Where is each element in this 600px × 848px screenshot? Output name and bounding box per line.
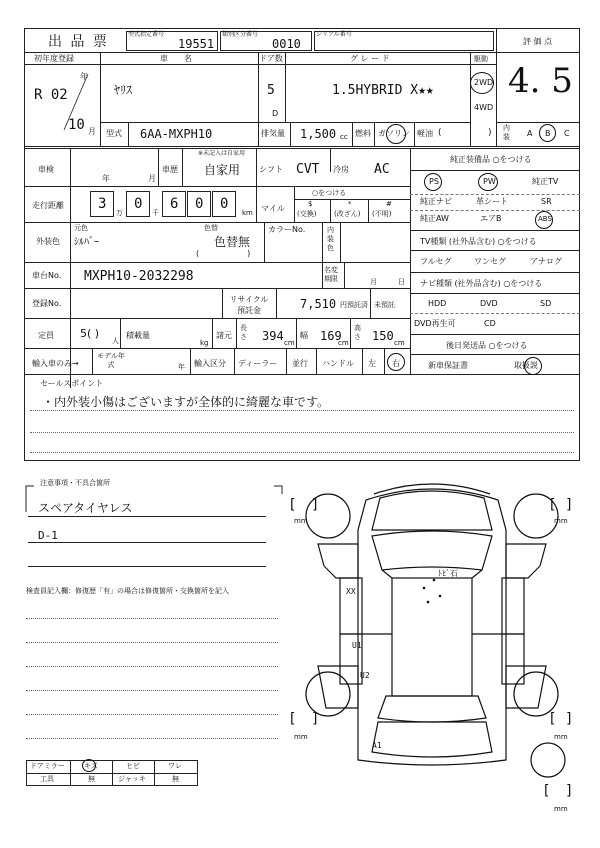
equip-abs-circle xyxy=(535,211,553,229)
width-cm: cm xyxy=(338,339,349,347)
first-reg-label: 初年度登録 xyxy=(34,54,74,63)
model-label: 型式 xyxy=(106,129,122,138)
mileage-label: 走行距離 xyxy=(32,201,64,210)
equip-airbag: エアB xyxy=(480,214,502,223)
opt2-label: (改ざん) xyxy=(334,210,361,218)
tire-rear-left xyxy=(306,672,350,716)
notes-line-2: D-1 xyxy=(38,529,58,542)
mirror-scratch: キズ xyxy=(84,762,98,770)
spare-tire xyxy=(531,743,565,777)
name-change-month: 月 xyxy=(370,278,377,286)
bracket-fl-l: [ xyxy=(290,497,296,513)
r4-v2 xyxy=(294,186,295,222)
r8-v4 xyxy=(296,318,297,348)
tv-fullseg: フルセグ xyxy=(420,257,452,266)
color-change-label: 色替 xyxy=(204,224,218,232)
roof xyxy=(392,578,472,696)
mileage-digit-2: 0 xyxy=(134,196,143,212)
navi-dvd: DVD xyxy=(480,299,498,308)
year-unit: 年 xyxy=(80,72,88,81)
hood-outline xyxy=(372,491,492,530)
handle-left: 左 xyxy=(368,359,376,368)
mileage-unit-sen: 千 xyxy=(152,209,159,217)
insp-line3 xyxy=(26,666,278,667)
history-label: 車歴 xyxy=(162,165,178,174)
bt-v3 xyxy=(154,760,155,786)
damage-u2: U2 xyxy=(360,671,370,680)
month-unit: 月 xyxy=(88,127,96,136)
row1-v1 xyxy=(100,52,101,146)
equip-pw-circle xyxy=(478,173,498,191)
original-color-label: 元色 xyxy=(74,224,88,232)
fender-left xyxy=(318,544,358,578)
right-rear-door xyxy=(502,634,524,684)
fender-right xyxy=(506,544,546,578)
r4-v1 xyxy=(256,186,257,222)
recycle-amount: 7,510 xyxy=(300,297,337,311)
mirror-label: ドアミラー xyxy=(30,762,65,770)
import-label: 輸入車のみ→ xyxy=(32,359,79,368)
width-value: 169 xyxy=(320,329,342,343)
fuel-value: ガソリン xyxy=(378,129,410,138)
eq-line3 xyxy=(410,250,580,251)
interior-c: C xyxy=(564,129,570,138)
mm-rear-right: mm xyxy=(554,733,568,741)
bracket-fr-l: [ xyxy=(550,497,556,513)
r6-v1 xyxy=(322,262,323,288)
r5-v1 xyxy=(264,222,265,262)
equip-ps-circle xyxy=(424,173,442,191)
grade-label: グ レ ー ド xyxy=(350,54,390,63)
tv-title: TV種類 (社外品含む) ○をつける xyxy=(420,237,537,246)
load-kg: kg xyxy=(200,339,209,347)
reg-no-label: 登録No. xyxy=(32,299,62,308)
windshield xyxy=(372,531,492,570)
capacity-label: 定員 xyxy=(38,331,54,340)
chassis-value: MXPH10-2032298 xyxy=(84,269,194,284)
light-oil-label: 軽油 xyxy=(417,129,433,138)
insp-line2 xyxy=(26,642,278,643)
reg-month: 10 xyxy=(68,117,85,133)
interior-label: 内装 xyxy=(503,124,510,141)
original-color-value: ｼﾙﾊﾞｰ xyxy=(74,237,99,248)
drive-label: 駆動 xyxy=(474,55,488,63)
equip-abs: ABS xyxy=(538,215,552,223)
spec-label: 諸元 xyxy=(216,331,232,340)
row2-score-line xyxy=(496,122,580,123)
damage-xx: XX xyxy=(346,587,356,596)
r8-v3 xyxy=(236,318,237,348)
bracket-sp-r: ] xyxy=(566,783,572,799)
later-title: 後日発送品 ○をつける xyxy=(446,341,528,350)
equip-aw: 純正AW xyxy=(420,214,449,223)
bracket-fl-r: ] xyxy=(312,497,318,513)
bracket-rl-l: [ xyxy=(290,711,296,727)
length-label: 長さ xyxy=(240,324,247,341)
model-designation-label: 型式指定番号 xyxy=(128,31,165,38)
r4-v3 xyxy=(330,199,331,222)
notes-underline-1 xyxy=(28,516,266,517)
r8-bottom xyxy=(24,348,410,349)
equip-sr: SR xyxy=(541,197,552,206)
inspection-year: 年 xyxy=(102,174,110,183)
opt2-symbol: * xyxy=(348,200,352,208)
tv-analog: アナログ xyxy=(530,257,562,266)
history-note: ※未記入は自家用 xyxy=(198,150,246,157)
later-warranty: 新車保証書 xyxy=(428,361,468,370)
bracket-rr-r: ] xyxy=(566,711,572,727)
r3-bottom xyxy=(24,186,410,187)
row2-v1 xyxy=(128,122,129,146)
mm-spare: mm xyxy=(554,805,568,813)
mm-rear-left: mm xyxy=(294,733,308,741)
eq-dash1 xyxy=(410,194,580,195)
mile-label: マイル xyxy=(261,204,285,213)
color-no-label: カラーNo. xyxy=(268,225,306,234)
height-value: 150 xyxy=(372,329,394,343)
color-paren: ( ) xyxy=(196,249,251,258)
car-name-label: 車 名 xyxy=(160,54,192,63)
equip-pw: PW xyxy=(483,177,496,186)
bracket-rr-l: [ xyxy=(550,711,556,727)
r9-bottom xyxy=(24,374,580,375)
navi-hdd: HDD xyxy=(428,299,447,308)
notes-label: 注意事項・不具合箇所 xyxy=(40,479,110,487)
exterior-color-label: 外装色 xyxy=(36,237,60,246)
serial-label: シリアル番号 xyxy=(316,31,352,38)
r9-v2 xyxy=(190,348,191,374)
score-header-line xyxy=(496,52,580,53)
r9-v3 xyxy=(234,348,235,374)
sales-line1 xyxy=(30,410,574,411)
mileage-digit-4: 0 xyxy=(195,196,204,212)
mark-note: ○をつける xyxy=(312,189,347,197)
insp-line1 xyxy=(26,618,278,619)
bt-v2 xyxy=(112,760,113,786)
mm-front-left: mm xyxy=(294,517,308,525)
equip-leather: 革シート xyxy=(476,197,508,206)
equip-tv: 純正TV xyxy=(532,177,559,186)
row2-bottom-b xyxy=(24,148,580,149)
r9-v1 xyxy=(92,348,93,374)
eq-dash3 xyxy=(410,313,580,314)
history-value: 自家用 xyxy=(204,163,241,177)
shift-value: CVT xyxy=(296,162,320,177)
ac-value: AC xyxy=(374,162,390,177)
r4-bottom xyxy=(24,222,410,223)
row2-v6 xyxy=(414,122,415,146)
category-label: 類別区分番号 xyxy=(222,31,259,38)
paren-open: ( xyxy=(438,128,442,138)
mirror-crack: ヒビ xyxy=(126,762,140,770)
score-label: 評 価 点 xyxy=(523,37,553,46)
capacity-person: 人 xyxy=(112,337,119,345)
interior-b: B xyxy=(545,129,551,138)
eq-line1 xyxy=(410,170,580,171)
model-value: 6AA-MXPH10 xyxy=(140,127,213,141)
right-front-door xyxy=(502,578,524,634)
cc-unit: cc xyxy=(340,133,348,141)
r9-v4 xyxy=(286,348,287,374)
row2-v2 xyxy=(258,122,259,146)
r7-v3 xyxy=(370,288,371,318)
row2-bottom xyxy=(24,146,580,147)
mirror-scratch-circle xyxy=(82,759,96,772)
tire-rear-right xyxy=(514,672,558,716)
header-line xyxy=(24,52,496,53)
mileage-digit-1: 3 xyxy=(98,196,107,212)
sales-point-text: ・内外装小傷はございますが全体的に綺麗な車です。 xyxy=(42,395,330,409)
r5-v3 xyxy=(340,222,341,262)
eq-line2 xyxy=(410,230,580,231)
recycle-label: リサイクル預託金 xyxy=(229,295,269,315)
drive-2wd-circle xyxy=(470,72,494,94)
row2-v4 xyxy=(352,122,353,146)
doors-label: ドア数 xyxy=(259,54,283,63)
recycle-not: 未預託 xyxy=(374,301,395,309)
genuine-title: 純正装備品 ○をつける xyxy=(450,155,532,164)
r5-bottom xyxy=(24,262,410,263)
insp-line6 xyxy=(26,738,278,739)
row1-label-line xyxy=(24,64,496,65)
r3-v1 xyxy=(70,148,71,388)
interior-a: A xyxy=(527,129,533,138)
tv-oneseg: ワンセグ xyxy=(474,257,506,266)
row2-v3 xyxy=(290,122,291,146)
r3-v4 xyxy=(256,148,257,186)
chassis-label: 車台No. xyxy=(32,271,62,280)
model-year-unit: 年 xyxy=(178,363,185,371)
bracket-fr-r: ] xyxy=(566,497,572,513)
bracket-sp-l: [ xyxy=(544,783,550,799)
row2-v5 xyxy=(374,122,375,146)
r6-bottom xyxy=(24,288,410,289)
opt1-label: (交換) xyxy=(297,210,317,218)
load-label: 積載量 xyxy=(126,331,150,340)
bracket-rl-r: ] xyxy=(312,711,318,727)
eq-line6 xyxy=(410,334,580,335)
r9-v6 xyxy=(362,348,363,374)
eq-line4 xyxy=(410,272,580,273)
doors-value: 5 xyxy=(267,83,275,98)
r7-v2 xyxy=(276,288,277,318)
r9-v7 xyxy=(384,348,385,374)
height-label: 高さ xyxy=(354,324,361,341)
insp-line4 xyxy=(26,690,278,691)
r8-v1 xyxy=(120,318,121,348)
right-col-divider xyxy=(410,148,411,374)
score-value: 4. 5 xyxy=(508,61,573,101)
equip-navi: 純正ナビ xyxy=(420,197,452,206)
length-value: 394 xyxy=(262,329,284,343)
navi-cd: CD xyxy=(484,319,496,328)
opt3-symbol: # xyxy=(386,200,392,208)
model-designation-value: 19551 xyxy=(178,37,215,51)
tools-value: 無 xyxy=(88,775,95,783)
equip-ps: PS xyxy=(429,177,439,186)
eq-line5 xyxy=(410,293,580,294)
notes-underline-3 xyxy=(28,566,266,567)
fuel-label: 燃料 xyxy=(355,129,371,138)
dealer-option: ディーラー xyxy=(238,359,278,368)
model-year-label: モデル年式 xyxy=(97,352,125,369)
doors-sub: D xyxy=(272,109,279,118)
r9-v5 xyxy=(316,348,317,374)
notes-line-1: スペアタイヤレス xyxy=(38,501,133,515)
r6-v2 xyxy=(344,262,345,288)
jack-label: ジャッキ xyxy=(118,775,146,783)
era-year: R 02 xyxy=(34,87,68,103)
r3-v2 xyxy=(158,148,159,186)
bt-v1 xyxy=(70,760,71,786)
capacity-value: 5( ) xyxy=(80,327,100,340)
damage-stone-chip: ﾄﾋﾞ石 xyxy=(438,569,458,578)
r5-v2 xyxy=(322,222,323,262)
eq-line7 xyxy=(410,354,580,355)
color-change-value: 色替無 xyxy=(214,235,251,249)
fuel-circle xyxy=(386,124,406,144)
r8-v5 xyxy=(350,318,351,348)
later-manual-circle xyxy=(524,357,542,375)
r7-v1 xyxy=(222,288,223,318)
car-name: ﾔﾘｽ xyxy=(114,83,133,97)
interior-b-circle xyxy=(539,124,556,142)
paren-close: ) xyxy=(488,128,492,138)
ac-label: 冷房 xyxy=(333,165,349,174)
navi-title: ナビ種類 (社外品含む) ○をつける xyxy=(420,279,543,288)
shift-label: シフト xyxy=(259,165,283,174)
mileage-unit-man: 万 xyxy=(116,209,123,217)
opt3-label: (不明) xyxy=(372,210,392,218)
navi-sd: SD xyxy=(540,299,552,308)
insp-line5 xyxy=(26,714,278,715)
row1-v3 xyxy=(285,52,286,122)
mirror-break: ワレ xyxy=(168,762,182,770)
handle-right-circle xyxy=(387,353,405,371)
damage-u1: U1 xyxy=(352,641,362,650)
r7-bottom xyxy=(24,318,410,319)
grade-value: 1.5HYBRID X★★ xyxy=(332,83,434,98)
length-cm: cm xyxy=(284,339,295,347)
height-cm: cm xyxy=(394,339,405,347)
drive-4wd: 4WD xyxy=(474,103,494,112)
displacement-value: 1,500 xyxy=(300,127,337,141)
inspection-label: 車検 xyxy=(38,165,54,174)
later-manual: 取扱説 xyxy=(514,361,538,370)
damage-a1: A1 xyxy=(372,741,382,750)
sales-line2 xyxy=(30,432,574,433)
r3-v3 xyxy=(182,148,183,186)
notes-underline-2 xyxy=(28,542,266,543)
sales-line3 xyxy=(30,452,574,453)
mm-front-right: mm xyxy=(554,517,568,525)
parallel-option: 並行 xyxy=(292,359,308,368)
displacement-label: 排気量 xyxy=(261,129,285,138)
form-title: 出 品 票 xyxy=(48,34,109,50)
rear-window xyxy=(378,696,486,722)
handle-right: 右 xyxy=(392,359,400,368)
score-divider xyxy=(496,28,497,146)
mileage-digit-3: 6 xyxy=(170,196,179,212)
car-diagram xyxy=(296,470,580,780)
width-label: 幅 xyxy=(300,331,308,340)
sales-point-label: セールスポイント xyxy=(40,379,104,388)
import-class-label: 輸入区分 xyxy=(194,359,226,368)
r8-v2 xyxy=(212,318,213,348)
inspector-label: 検査員記入欄：修復歴「有」の場合は修復箇所・交換箇所を記入 xyxy=(26,587,229,595)
name-change-day: 日 xyxy=(398,278,405,286)
tools-label: 工具 xyxy=(40,775,54,783)
row1-v4 xyxy=(470,52,471,146)
mileage-digit-5: 0 xyxy=(220,196,229,212)
handle-label: ハンドル xyxy=(322,359,354,368)
trunk xyxy=(372,722,492,757)
category-value: 0010 xyxy=(272,37,301,51)
mileage-km: km xyxy=(242,209,253,217)
eq-dash2 xyxy=(410,210,580,211)
recycle-unit: 円預託済 xyxy=(340,301,368,309)
r3-v5 xyxy=(330,148,331,172)
name-change-label: 名変期限 xyxy=(324,266,338,283)
r4-v4 xyxy=(368,199,369,222)
inspection-month: 月 xyxy=(148,174,156,183)
interior-color-label: 内装色 xyxy=(327,226,334,252)
navi-dvd-play: DVD再生可 xyxy=(414,319,456,328)
drive-2wd: 2WD xyxy=(474,78,494,87)
jack-value: 無 xyxy=(172,775,179,783)
opt1-symbol: $ xyxy=(308,200,313,208)
